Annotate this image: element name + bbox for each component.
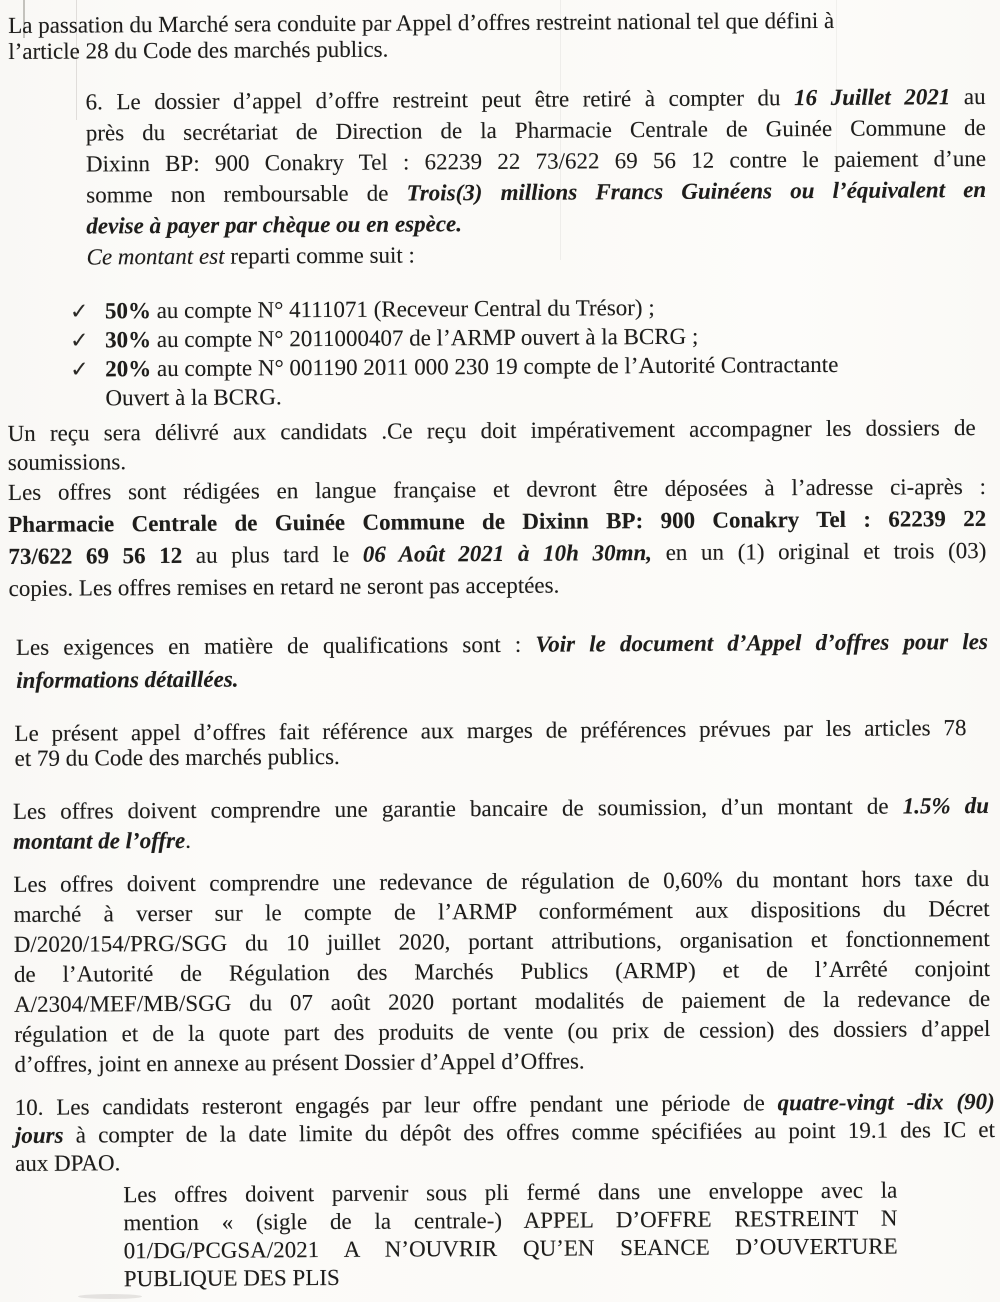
text-segment: au [950, 83, 986, 110]
text-segment: au plus tard le [182, 541, 363, 568]
scan-artifact [78, 1294, 142, 1299]
text-segment: à compter de la date limite du dépôt des offres comme spécifiées au point 19.1 des IC et [63, 1116, 995, 1148]
text-line [8, 535, 986, 573]
text-line [15, 1116, 995, 1150]
text-line [124, 1261, 898, 1294]
text-segment: Le présent appel d’offres fait référence aux marges de préférences prévues par les articles 78 [14, 715, 967, 746]
text-line [14, 1044, 990, 1080]
text-segment: D/2020/154/PRG/SGG du 10 juillet 2020, portant attributions, organisation et fonctionnement [13, 925, 990, 957]
text-segment: Un reçu sera délivré aux candidats .Ce reçu doit impérativement accompagner les dossiers de [7, 415, 976, 446]
text-segment: devise à payer par chèque ou en espèce. [86, 211, 463, 239]
text-segment: Les offres doivent comprendre une garantie bancaire de soumission, d’un montant de [12, 793, 903, 824]
paragraph-passation-marche [8, 7, 922, 65]
text-segment: copies. Les offres remises en retard ne seront pas acceptées. [8, 572, 560, 601]
text-segment: jours [14, 1122, 64, 1148]
paragraph-depot-des-offres [8, 471, 987, 605]
text-segment: Ouvert à la BCRG. [105, 384, 282, 411]
text-segment: régulation et de la quote part des produits de vente (ou prix de cession) des dossiers d’appel [14, 1015, 991, 1047]
text-segment: somme non remboursable de [86, 180, 407, 208]
text-segment: Les offres sont rédigées en langue française et devront être déposées à l’adresse ci-après : [7, 473, 987, 505]
text-line [70, 378, 970, 412]
text-segment: Les offres doivent parvenir sous pli fermé dans une enveloppe avec la [123, 1177, 898, 1208]
text-line [16, 625, 988, 664]
text-segment: 1.5% du [902, 792, 990, 819]
paragraph-exigences-qualifications [16, 625, 988, 697]
text-segment: 06 Août 2021 à 10h 30mn, [362, 540, 653, 567]
text-line [9, 567, 987, 605]
list-repartition-paiement [70, 291, 971, 412]
text-line [86, 236, 986, 272]
text-segment: 16 Juillet 2021 [794, 84, 951, 111]
text-segment: 30% [105, 327, 152, 353]
text-segment: l’article 28 du Code des marchés publics. [8, 36, 389, 64]
paragraph-mention-enveloppe [123, 1177, 898, 1294]
text-line [8, 33, 922, 65]
text-segment: au compte N° 001190 2011 000 230 19 compte de l’Autorité Contractante [151, 351, 839, 382]
text-line [14, 1014, 990, 1050]
text-segment: Trois(3) millions Francs Guinéens ou l’équivalent en [406, 176, 987, 206]
text-segment: La passation du Marché sera conduite par Appel d’offres restreint national tel que défini à [8, 7, 835, 38]
paragraph-engagement-candidats [15, 1088, 995, 1178]
paragraph-redevance-regulation [13, 864, 990, 1080]
text-segment: 20% [105, 356, 152, 382]
text-line [86, 174, 986, 210]
text-segment: Ce montant est [86, 243, 225, 270]
text-line [8, 7, 922, 39]
text-segment: 73/622 69 56 12 [8, 542, 183, 569]
checkmark-icon: ✓ [70, 356, 89, 382]
text-segment: en un (1) original et trois (03) [651, 537, 987, 566]
paragraph-retrait-dossier [86, 81, 987, 272]
checkmark-icon: ✓ [70, 327, 89, 353]
text-segment: . [185, 827, 192, 853]
text-segment: au compte N° 2011000407 de l’ARMP ouvert à la BCRG ; [151, 323, 699, 353]
text-segment: Voir le document d’Appel d’offres pour les [535, 628, 988, 657]
paragraph-recu-candidats [8, 413, 976, 477]
text-line [16, 658, 988, 697]
text-segment: Dixinn BP: 900 Conakry Tel : 62239 22 73/622 69 56 12 contre le paiement d’une [85, 145, 987, 177]
text-segment: 10. Les candidats resteront engagés par leur offre pendant une période de [14, 1090, 778, 1120]
text-line [15, 740, 967, 771]
text-segment: quatre-vingt -dix (90) [777, 1088, 995, 1116]
text-segment: Pharmacie Centrale de Guinée Commune de Dixinn BP: 900 Conakry Tel : 62239 22 [8, 505, 987, 537]
text-segment: mention « (sigle de la centrale-) APPEL D’OFFRE RESTREINT N [123, 1205, 898, 1236]
text-segment: PUBLIQUE DES PLIS [123, 1264, 340, 1292]
text-segment: soumissions. [7, 449, 127, 475]
text-line [8, 413, 976, 448]
text-segment: de l’Autorité de Régulation des Marchés Publics (ARMP) et de l’Arrêté conjoint [13, 955, 991, 987]
text-segment: aux DPAO. [15, 1150, 121, 1176]
text-segment: et 79 du Code des marchés publics. [14, 743, 340, 771]
text-segment: près du secrétariat de Direction de la Pharmacie Centrale de Guinée Commune de [85, 114, 986, 146]
text-line [13, 821, 989, 857]
text-line [70, 349, 970, 383]
text-segment: 01/DG/PCGSA/2021 A N’OUVRIR QU’EN SEANCE D’OUVERTURE [123, 1233, 898, 1264]
paragraph-marges-preferences [14, 715, 966, 771]
text-segment: 6. Le dossier d’appel d’offre restreint peut être retiré à compter du [85, 85, 795, 115]
text-segment: 50% [104, 298, 151, 324]
text-segment: montant de l’offre [13, 827, 186, 854]
text-segment: A/2304/MEF/MB/SGG du 07 août 2020 portant modalités de paiement de la redevance de [14, 985, 991, 1017]
paragraph-garantie-bancaire [13, 791, 989, 857]
text-segment: informations détaillées. [16, 666, 239, 693]
text-segment: Les offres doivent comprendre une redevance de régulation de 0,60% du montant hors taxe du [13, 865, 990, 897]
text-segment: Les exigences en matière de qualifications sont : [15, 631, 536, 660]
text-segment: au compte N° 4111071 (Receveur Central du Trésor) ; [150, 295, 655, 324]
text-segment: reparti comme suit : [224, 242, 415, 269]
checkmark-icon: ✓ [69, 298, 89, 324]
text-line [13, 791, 989, 827]
text-segment: marché à verser sur le compte de l’ARMP conformément aux dispositions du Décret [13, 895, 990, 927]
text-line [124, 1233, 898, 1266]
text-segment: d’offres, joint en annexe au présent Dossier d’Appel d’Offres. [14, 1048, 585, 1077]
